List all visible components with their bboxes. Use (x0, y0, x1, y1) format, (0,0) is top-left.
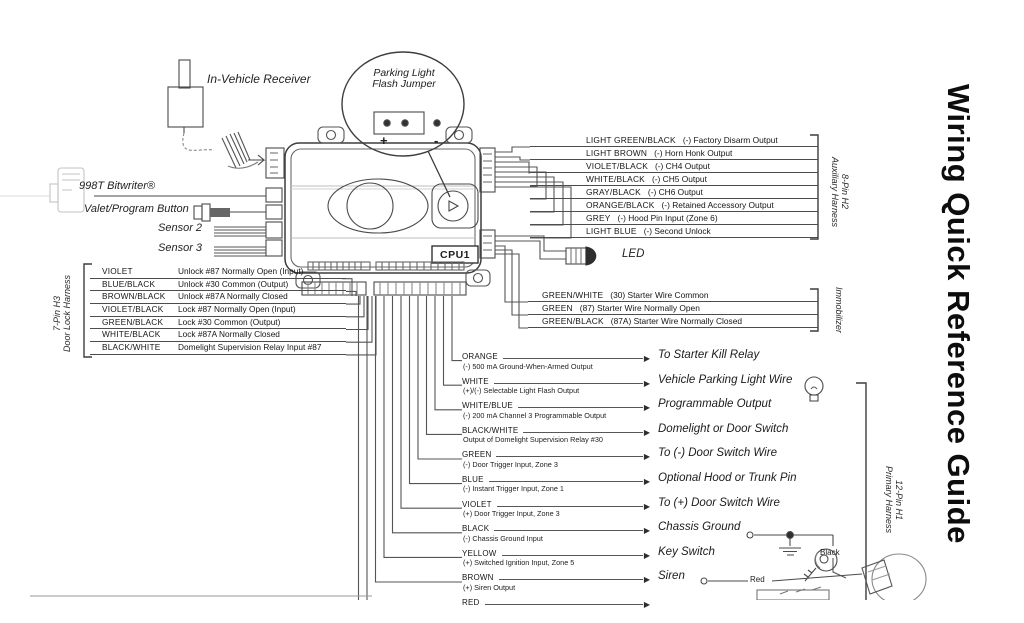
wire-line (499, 579, 643, 580)
wire-line (523, 432, 642, 433)
wire-line (494, 383, 643, 384)
wire-color: WHITE/BLUE (462, 401, 513, 411)
wire-desc: Lock #30 Common (Output) (178, 316, 281, 327)
callout-label: Parking Light Flash Jumper (372, 67, 436, 90)
wire-color: ORANGE/BLACK (586, 200, 655, 210)
wire-row (90, 266, 346, 279)
valet-label: Valet/Program Button (84, 203, 189, 215)
immobilizer-wires (495, 246, 528, 328)
page-title: Wiring Quick Reference Guide (941, 84, 976, 544)
wire-desc: (-) CH5 Output (651, 174, 707, 184)
wire-row (528, 302, 818, 315)
wire-desc: (+) Siren Output (463, 582, 516, 592)
wire-desc: (+) Switched Ignition Input, Zone 5 (463, 558, 575, 568)
wire-row (462, 570, 864, 598)
wire-line (503, 358, 643, 359)
jumper-minus-sign: - (434, 133, 439, 148)
jumper-plus-sign: + (380, 133, 388, 148)
wire-row (530, 199, 818, 212)
wire-color: LIGHT BROWN (586, 148, 648, 158)
wire-color: GREEN (462, 450, 492, 460)
wire-color: BROWN (462, 573, 494, 583)
wire-color: LIGHT BLUE (586, 226, 637, 236)
wire-desc: Lock #87 Normally Open (Input) (178, 304, 296, 315)
wire-color: WHITE/BLACK (102, 329, 161, 340)
wire-row (530, 173, 818, 186)
wire-color: ORANGE (462, 352, 498, 361)
arrow-icon: ▶ (643, 599, 650, 609)
right-side-connectors (480, 148, 495, 258)
door-harness-list (90, 266, 346, 355)
jumper-pod (432, 184, 478, 228)
wire-color: BLACK (462, 524, 490, 534)
wire-desc: Unlock #87A Normally Closed (178, 291, 288, 302)
arrow-icon: ▶ (643, 575, 650, 585)
wire-desc: (-) Second Unlock (643, 226, 711, 236)
sensor3-ribbon (214, 247, 266, 256)
wire-color: BLUE/BLACK (102, 278, 156, 289)
siren-red-tag: Red (750, 575, 765, 584)
wire-color: VIOLET (462, 499, 492, 509)
wire-desc: (87) Starter Wire Normally Open (579, 303, 700, 313)
valet-button-icon (194, 204, 266, 221)
wire-row (530, 225, 818, 238)
sensor3-label: Sensor 3 (158, 242, 203, 254)
siren-black-tag: Black (820, 548, 840, 557)
wire-destination: Key Switch (658, 545, 715, 558)
wire-desc: Unlock #87 Normally Open (Input) (178, 266, 304, 276)
wire-line (489, 481, 643, 482)
wire-line (502, 555, 643, 556)
wire-color: GREEN/BLACK (542, 316, 604, 326)
wire-color: VIOLET/BLACK (586, 161, 648, 171)
wire-color: LIGHT GREEN/BLACK (586, 135, 676, 145)
wire-color: GREY (586, 213, 611, 223)
wire-color: GREEN/BLACK (102, 316, 164, 327)
led-label: LED (622, 248, 645, 260)
wire-color: VIOLET/BLACK (102, 304, 164, 315)
wire-row (528, 289, 818, 302)
left-side-connectors (266, 148, 284, 256)
wire-desc: Lock #87A Normally Closed (178, 329, 280, 340)
led-icon (566, 247, 596, 265)
wire-row (530, 160, 818, 173)
wire-color: WHITE/BLACK (586, 174, 645, 184)
wire-row (90, 342, 346, 355)
wire-desc: Domelight Supervision Relay Input #87 (178, 342, 322, 353)
wire-row (530, 147, 818, 160)
wire-row (530, 134, 818, 147)
wire-desc: (-) Hood Pin Input (Zone 6) (617, 213, 718, 223)
wire-color: YELLOW (462, 548, 497, 558)
wire-color: BLACK/WHITE (102, 342, 161, 353)
wire-row (90, 291, 346, 304)
wire-desc: (-) Factory Disarm Output (682, 135, 778, 145)
wire-destination: Optional Hood or Trunk Pin (658, 471, 797, 484)
wire-color: GREEN/WHITE (542, 290, 604, 300)
wire-color: RED (462, 597, 480, 607)
wire-color: GREEN (542, 303, 573, 313)
wire-desc: (-) Instant Trigger Input, Zone 1 (463, 484, 564, 494)
wire-desc: (-) Retained Accessory Output (661, 200, 774, 210)
wire-color: VIOLET (102, 266, 133, 276)
wire-line (518, 407, 643, 408)
wire-desc: Unlock #30 Common (Output) (178, 278, 289, 289)
aux-harness-list (530, 134, 818, 238)
wire-desc: (-) Chassis Ground Input (463, 533, 543, 543)
wire-desc: (-) 500 mA Ground-When-Armed Output (463, 361, 593, 371)
wire-desc: (-) Horn Honk Output (654, 148, 733, 158)
wire-desc: (87A) Starter Wire Normally Closed (610, 316, 743, 326)
wire-color: BLACK/WHITE (462, 425, 519, 435)
primary-harness-wires (359, 296, 463, 600)
wire-row (90, 329, 346, 342)
wire-destination: Vehicle Parking Light Wire (658, 373, 793, 386)
wire-color: WHITE (462, 376, 489, 386)
unit-logo-oval (328, 179, 428, 233)
immobilizer-label: Immobilizer (834, 286, 844, 333)
wire-destination: Programmable Output (658, 398, 772, 411)
door-harness-label: 7-Pin H3 Door Lock Harness (52, 274, 72, 352)
wire-row (90, 304, 346, 317)
wire-line (494, 530, 643, 531)
arrow-icon: ▶ (643, 550, 650, 560)
wire-desc: (-) CH4 Output (654, 161, 710, 171)
wire-destination: To (+) Door Switch Wire (658, 496, 780, 509)
primary-harness-list (462, 349, 864, 623)
wire-desc: (-) CH6 Output (647, 187, 703, 197)
bitwriter-label: 998T Bitwriter® (79, 180, 155, 192)
sensor2-ribbon (214, 227, 266, 236)
wire-line (496, 456, 642, 457)
arrow-icon: ▶ (643, 452, 650, 462)
wire-row (528, 315, 818, 328)
immobilizer-list (528, 289, 818, 328)
wire-color: BROWN/BLACK (102, 291, 166, 302)
wire-row (530, 186, 818, 199)
wire-row (462, 598, 864, 623)
wire-destination: Chassis Ground (658, 521, 741, 534)
wire-line (485, 604, 643, 605)
led-wires (495, 236, 566, 259)
wire-destination: Siren (658, 570, 685, 583)
arrow-icon: ▶ (643, 403, 650, 413)
wire-color: GRAY/BLACK (586, 187, 641, 197)
wire-destination: To Starter Kill Relay (658, 349, 760, 361)
receiver-label: In-Vehicle Receiver (207, 72, 311, 86)
wire-row (90, 279, 346, 292)
wire-desc: (-) 200 mA Channel 3 Programmable Output (463, 410, 607, 420)
wire-desc: (+) Door Trigger Input, Zone 3 (463, 509, 560, 519)
wire-desc: (+)/(-) Selectable Light Flash Output (463, 386, 580, 396)
arrow-icon: ▶ (643, 501, 650, 511)
wire-desc: Output of Domelight Supervision Relay #30 (463, 435, 603, 445)
wire-destination: Domelight or Door Switch (658, 422, 789, 435)
arrow-icon: ▶ (643, 354, 650, 363)
arrow-icon: ▶ (643, 427, 650, 437)
wire-line (497, 506, 643, 507)
arrow-icon: ▶ (643, 476, 650, 486)
arrow-icon: ▶ (643, 378, 650, 388)
primary-harness-label: 12-Pin H1 Primary Harness (884, 466, 904, 534)
wire-row (530, 212, 818, 225)
wire-desc: (30) Starter Wire Common (610, 290, 709, 300)
wire-desc: (-) Door Trigger Input, Zone 3 (463, 459, 558, 469)
cpu-label: CPU1 (439, 249, 470, 261)
wire-destination: To (-) Door Switch Wire (658, 447, 777, 460)
wire-row (90, 317, 346, 330)
arrow-icon: ▶ (643, 526, 650, 536)
sensor2-label: Sensor 2 (158, 222, 203, 234)
aux-harness-label: 8-Pin H2 Auxiliary Harness (830, 156, 850, 228)
wire-color: BLUE (462, 474, 484, 484)
